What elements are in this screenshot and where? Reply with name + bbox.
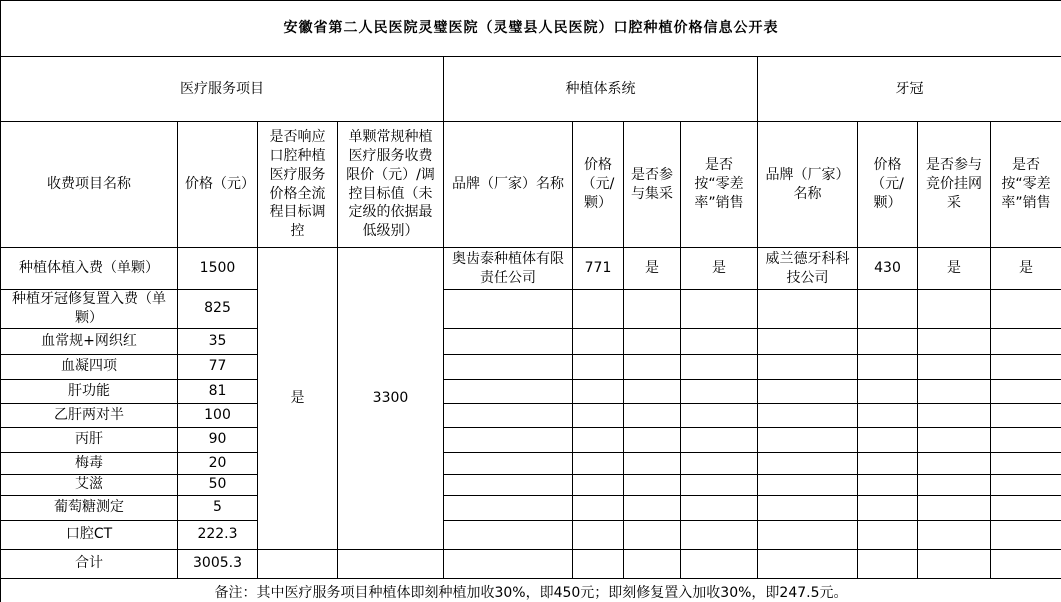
table-row [1,495,1061,520]
empty-cell [858,328,918,354]
empty-cell [573,290,624,329]
empty-cell [444,328,573,354]
empty-cell [624,403,681,427]
cell-item-name: 血凝四项 [1,354,178,379]
empty-cell [918,427,991,452]
empty-cell [918,520,991,549]
header-crown-price: 价格（元/颗） [858,122,918,248]
header-implant-price: 价格（元/颗） [573,122,624,248]
empty-cell [918,379,991,403]
header-implant-centralized: 是否参与集采 [624,122,681,248]
empty-cell [858,403,918,427]
empty-cell [573,520,624,549]
empty-cell [624,495,681,520]
empty-cell [444,474,573,495]
table-row [1,403,1061,427]
empty-cell [573,354,624,379]
empty-cell [573,495,624,520]
empty-cell [444,379,573,403]
table-row [1,452,1061,474]
empty-cell [858,379,918,403]
cell-item-name: 种植体植入费（单颗） [1,248,178,290]
empty-cell [918,354,991,379]
cell-price: 222.3 [178,520,258,549]
cell-item-name: 葡萄糖测定 [1,495,178,520]
cell-price: 5 [178,495,258,520]
header-price-yuan: 价格（元） [178,122,258,248]
cell-item-name: 梅毒 [1,452,178,474]
empty-cell [758,379,858,403]
empty-cell [918,549,991,578]
empty-cell [258,549,338,578]
header-implant-zero-margin: 是否按“零差率”销售 [681,122,758,248]
empty-cell [681,290,758,329]
header-crown-brand: 品牌（厂家）名称 [758,122,858,248]
cell-price: 35 [178,328,258,354]
empty-cell [624,520,681,549]
empty-cell [991,427,1061,452]
empty-cell [858,290,918,329]
cell-price: 825 [178,290,258,329]
empty-cell [758,495,858,520]
empty-cell [573,549,624,578]
cell-price: 3005.3 [178,549,258,578]
footnote: 备注：其中医疗服务项目种植体即刻种植加收30%，即450元；即刻修复置入加收30%，即247.5元。 [1,578,1061,602]
empty-cell [758,520,858,549]
cell-item-name: 种植牙冠修复置入费（单颗） [1,290,178,329]
header-item-name: 收费项目名称 [1,122,178,248]
cell-crown-brand: 威兰德牙科科技公司 [758,248,858,290]
cell-item-name: 肝功能 [1,379,178,403]
empty-cell [858,452,918,474]
empty-cell [991,474,1061,495]
cell-implant-price: 771 [573,248,624,290]
header-price-control-response: 是否响应口腔种植医疗服务价格全流程目标调控 [258,122,338,248]
empty-cell [758,452,858,474]
empty-cell [858,495,918,520]
empty-cell [918,328,991,354]
group-header-medical-service: 医疗服务项目 [1,57,444,122]
total-row [1,549,1061,578]
cell-price: 100 [178,403,258,427]
empty-cell [681,403,758,427]
empty-cell [624,328,681,354]
cell-price: 50 [178,474,258,495]
empty-cell [858,474,918,495]
empty-cell [573,328,624,354]
empty-cell [573,379,624,403]
empty-cell [444,403,573,427]
empty-cell [758,328,858,354]
empty-cell [991,328,1061,354]
empty-cell [918,290,991,329]
cell-crown-bidding: 是 [918,248,991,290]
empty-cell [991,379,1061,403]
empty-cell [991,354,1061,379]
empty-cell [991,403,1061,427]
group-header-implant-system: 种植体系统 [444,57,758,122]
empty-cell [681,354,758,379]
empty-cell [918,452,991,474]
cell-implant-brand: 奥齿泰种植体有限责任公司 [444,248,573,290]
empty-cell [444,354,573,379]
empty-cell [681,549,758,578]
empty-cell [991,495,1061,520]
empty-cell [573,403,624,427]
header-single-implant-price-cap: 单颗常规种植医疗服务收费限价（元）/调控目标值（未定级的依据最低级别） [338,122,444,248]
empty-cell [573,427,624,452]
empty-cell [681,452,758,474]
empty-cell [624,290,681,329]
empty-cell [624,474,681,495]
cell-crown-zero-margin: 是 [991,248,1061,290]
table-row [1,328,1061,354]
header-implant-brand: 品牌（厂家）名称 [444,122,573,248]
empty-cell [573,452,624,474]
empty-cell [681,495,758,520]
cell-price: 77 [178,354,258,379]
empty-cell [624,549,681,578]
empty-cell [573,474,624,495]
empty-cell [444,520,573,549]
empty-cell [444,549,573,578]
empty-cell [444,427,573,452]
table-row [1,354,1061,379]
note-row [1,578,1061,602]
cell-item-name: 乙肝两对半 [1,403,178,427]
empty-cell [991,520,1061,549]
empty-cell [758,474,858,495]
page-title: 安徽省第二人民医院灵璧医院（灵璧县人民医院）口腔种植价格信息公开表 [1,1,1061,57]
header-crown-bidding: 是否参与竞价挂网采 [918,122,991,248]
empty-cell [758,549,858,578]
empty-cell [624,354,681,379]
cell-item-name: 血常规+网织红 [1,328,178,354]
empty-cell [624,427,681,452]
empty-cell [918,474,991,495]
cell-price-cap-merged: 3300 [338,248,444,550]
table-row [1,379,1061,403]
empty-cell [858,354,918,379]
empty-cell [918,495,991,520]
cell-price: 90 [178,427,258,452]
column-header-row [1,122,1061,248]
cell-item-name: 合计 [1,549,178,578]
cell-implant-centralized: 是 [624,248,681,290]
empty-cell [681,427,758,452]
cell-item-name: 艾滋 [1,474,178,495]
table-row [1,474,1061,495]
empty-cell [624,452,681,474]
cell-implant-zero-margin: 是 [681,248,758,290]
empty-cell [991,452,1061,474]
empty-cell [858,520,918,549]
empty-cell [758,403,858,427]
table-row [1,520,1061,549]
cell-price: 20 [178,452,258,474]
table-row [1,427,1061,452]
empty-cell [444,452,573,474]
empty-cell [758,290,858,329]
empty-cell [858,549,918,578]
empty-cell [991,290,1061,329]
header-crown-zero-margin: 是否按“零差率”销售 [991,122,1061,248]
cell-item-name: 口腔CT [1,520,178,549]
empty-cell [758,354,858,379]
empty-cell [444,290,573,329]
empty-cell [624,379,681,403]
empty-cell [991,549,1061,578]
cell-price: 1500 [178,248,258,290]
group-header-row [1,57,1061,122]
cell-crown-price: 430 [858,248,918,290]
empty-cell [758,427,858,452]
empty-cell [681,379,758,403]
group-header-crown: 牙冠 [758,57,1061,122]
table-row [1,248,1061,290]
empty-cell [918,403,991,427]
empty-cell [681,328,758,354]
cell-price: 81 [178,379,258,403]
empty-cell [444,495,573,520]
table-row [1,290,1061,329]
empty-cell [338,549,444,578]
title-row [1,1,1061,57]
cell-price-control-response-merged: 是 [258,248,338,550]
empty-cell [858,427,918,452]
empty-cell [681,474,758,495]
empty-cell [681,520,758,549]
cell-item-name: 丙肝 [1,427,178,452]
